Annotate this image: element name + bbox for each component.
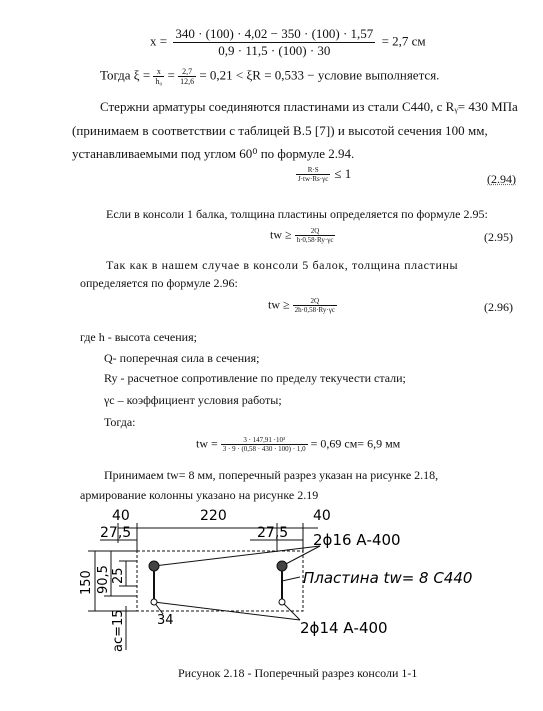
formula-2-95-den: h·0,58·Ry·γc xyxy=(296,236,334,244)
formula-2-95 xyxy=(270,227,335,244)
leader-rebar-top-right xyxy=(282,546,320,566)
formula-tw-fraction xyxy=(221,436,308,453)
paragraph-4-line-1: Принимаем tw= 8 мм, поперечный разрез указан на рисунке 2.18, xyxy=(104,468,439,482)
dim-text-220: 220 xyxy=(200,508,227,524)
formula-tw-result-value: = 0,69 см= 6,9 мм xyxy=(310,436,401,451)
cross-section-drawing xyxy=(0,498,543,666)
formula-2-94-relation: ≤ 1 xyxy=(334,166,352,181)
formula-2-95-tag: (2.95) xyxy=(484,230,513,244)
formula-x xyxy=(150,26,426,59)
dim-text-90-5: 90,5 xyxy=(96,565,111,594)
xi-fraction-2 xyxy=(178,67,196,86)
formula-2-96-den: 2h·0,58·Ry·γc xyxy=(294,306,335,314)
dim-text-27-5-left: 27,5 xyxy=(100,525,132,541)
dim-text-34: 34 xyxy=(157,613,174,628)
formula-x-denominator: 0,9 · 11,5 · (100) · 30 xyxy=(218,43,331,58)
xi-rest: = 0,21 < ξR = 0,533 − условие выполняется. xyxy=(199,67,440,83)
xi-frac2-num: 2,7 xyxy=(178,67,196,77)
figure-caption: Рисунок 2.18 - Поперечный разрез консоли 1-1 xyxy=(178,666,418,680)
formula-2-96-fraction xyxy=(293,297,337,314)
section-outline xyxy=(137,551,303,611)
formula-tw-den: 3 · 9 · (0,58 · 430 · 100) · 1,0 xyxy=(222,445,306,453)
formula-x-numerator: 340 · (100) · 4,02 − 350 · (100) · 1,57 xyxy=(175,26,374,41)
dim-text-150: 150 xyxy=(79,570,94,595)
xi-frac2-den: 12,6 xyxy=(180,77,195,86)
paragraph-3-line-1: Так как в нашем случае в консоли 5 балок, толщина пластины xyxy=(106,258,459,272)
paragraph-4-line-2: армирование колонны указано на рисунке 2.19 xyxy=(80,488,319,502)
paragraph-2: Если в консоли 1 балка, толщина пластины определяется по формуле 2.95: xyxy=(106,207,488,221)
formula-2-96 xyxy=(268,297,337,314)
formula-x-result: = 2,7 см xyxy=(381,33,426,49)
rebar-top-right xyxy=(277,561,287,571)
formula-x-fraction xyxy=(173,26,375,59)
dim-text-ac: ac=15 xyxy=(111,609,126,652)
dim-text-25: 25 xyxy=(111,567,126,584)
definition-ry: Ry - расчетное сопротивление по пределу текучести стали; xyxy=(104,371,406,385)
leader-rebar-top-left xyxy=(154,546,320,566)
dim-text-27-5-right: 27,5 xyxy=(257,525,289,541)
formula-tw-result xyxy=(196,436,400,453)
dim-text-40-left: 40 xyxy=(112,508,130,524)
definition-then: Тогда: xyxy=(104,415,136,429)
formula-2-94-den: J·tw·Rs·γc xyxy=(298,174,329,183)
formula-2-94-tag: (2.94) xyxy=(487,172,516,186)
xi-check xyxy=(100,67,439,86)
formula-2-96-tag: (2.96) xyxy=(484,300,513,314)
formula-tw-num: 3 · 147,91 ·10³ xyxy=(221,436,308,445)
dim-text-40-right: 40 xyxy=(313,508,331,524)
formula-2-96-num: 2Q xyxy=(293,297,337,306)
rebar-bottom-right xyxy=(279,599,285,605)
xi-fraction-1 xyxy=(153,67,164,86)
xi-frac1-num: x xyxy=(153,67,164,77)
formula-2-96-lhs: tw ≥ xyxy=(268,297,290,312)
paragraph-3-line-2: определяется по формуле 2.96: xyxy=(80,276,238,290)
formula-tw-lhs: tw = xyxy=(196,436,218,451)
paragraph-1-line-2: (принимаем в соответствии с таблицей В.5 [7]) и высотой сечения 100 мм, xyxy=(72,123,488,138)
label-rebar-bottom: 2ϕ14 А-400 xyxy=(300,619,388,637)
rebar-top-left xyxy=(149,561,159,571)
paragraph-1-line-3: устанавливаемыми под углом 60⁰ по формуле 2.94. xyxy=(72,146,355,161)
label-rebar-top: 2ϕ16 А-400 xyxy=(313,531,401,549)
formula-2-95-lhs: tw ≥ xyxy=(270,227,292,242)
formula-2-94 xyxy=(296,165,351,183)
xi-prefix: Тогда ξ = xyxy=(100,67,151,83)
label-plate: Пластина tw= 8 С440 xyxy=(303,569,473,587)
xi-eq: = xyxy=(167,67,175,83)
formula-x-lhs: x = xyxy=(150,33,168,49)
formula-2-94-num: R·S xyxy=(296,166,330,175)
formula-2-95-fraction xyxy=(295,227,336,244)
formula-2-94-fraction xyxy=(296,166,330,183)
rebar-bottom-left xyxy=(151,599,157,605)
xi-frac1-den: h₀ xyxy=(155,77,163,86)
paragraph-1-line-1: Стержни арматуры соединяются пластинами из стали С440, с Rᵧ= 430 МПа xyxy=(100,99,518,114)
formula-2-95-num: 2Q xyxy=(295,227,336,236)
definition-h: где h - высота сечения; xyxy=(80,330,197,344)
definition-q: Q- поперечная сила в сечения; xyxy=(104,351,260,365)
definition-gamma: γc – коэффициент условия работы; xyxy=(104,393,282,407)
leader-plate xyxy=(282,577,300,581)
